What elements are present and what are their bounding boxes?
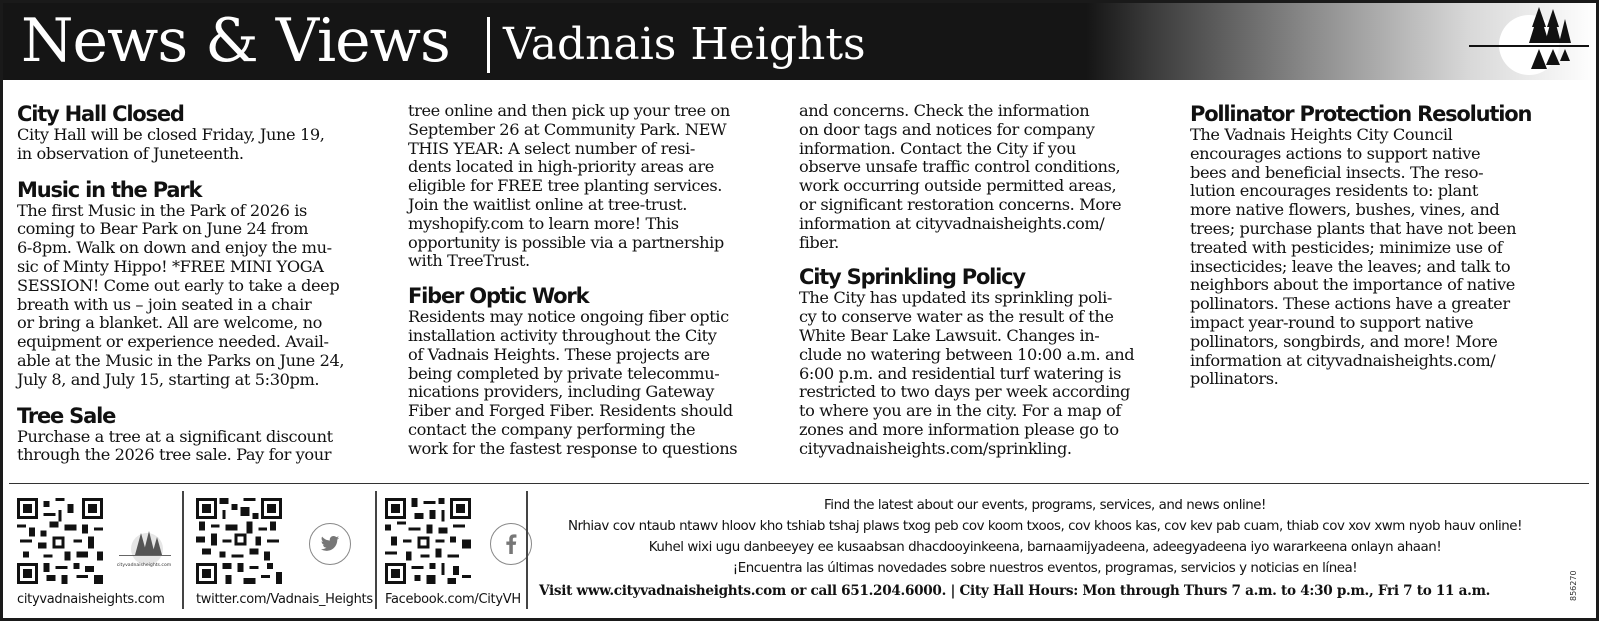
masthead [3,3,1596,80]
text-line: through the 2026 tree sale. Pay for your [17,445,332,465]
heading-tree-sale: Tree Sale [17,403,116,428]
text-line: fiber. [799,232,839,252]
qr-code-icon[interactable] [17,498,103,584]
text-line: of Vadnais Heights. These projects are [408,344,710,364]
column-3 [799,99,1174,459]
heading-city-hall-closed: City Hall Closed [17,102,184,126]
article-tree-sale-part-2 [408,102,783,271]
text-line: equipment or experience needed. Avail- [17,332,329,352]
heading-music-in-the-park: Music in the Park [17,177,202,202]
footer-line-english: Find the latest about our events, programs, services, and news online! [824,498,1266,513]
text-line: contact the company performing the [408,419,696,439]
text-line: observe unsafe traffic control conditions, [799,157,1121,177]
masthead-divider [487,17,490,73]
text-line: zones and more information please go to [799,419,1119,439]
ad-code: 856270 [1569,570,1578,601]
masthead-city: Vadnais Heights [503,19,866,70]
footer-multilingual-text [533,495,1557,579]
text-line: pollinators. These actions have a greater [1190,294,1510,314]
facebook-link[interactable]: Facebook.com/CityVH [385,592,521,607]
text-line: more native flowers, bushes, vines, and [1190,200,1500,220]
text-line: trees; purchase plants that have not been [1190,218,1517,238]
text-line: or significant restoration concerns. More [799,194,1122,214]
text-line: impact year-round to support native [1190,312,1474,332]
text-line: Purchase a tree at a significant discount [17,426,333,446]
article-columns [17,99,1587,469]
text-line: White Bear Lake Lawsuit. Changes in- [799,325,1100,345]
footer-line-spanish: ¡Encuentra las últimas novedades sobre nuestros eventos, programas, servicios y noticias en línea! [732,561,1358,576]
footer-line-hmong: Nrhiav cov ntaub ntawv hloov kho tshiab tshaj plaws txog peb cov koom txoos, cov khoos kas, cov kev pab cuam, thiab cov xov xwm nyob hauv online! [567,519,1522,534]
article-fiber-optic-work-part-2 [799,102,1174,252]
text-line: installation activity throughout the City [408,325,717,345]
article-music-in-the-park [17,202,392,390]
text-line: dents located in high-priority areas are [408,157,714,177]
article-fiber-optic-work-part-1 [408,308,783,458]
text-line: information. Contact the City if you [799,138,1076,158]
article-tree-sale-part-1 [17,428,392,466]
qr-code-icon[interactable] [196,498,282,584]
footer-divider [182,491,184,609]
heading-fiber-optic-work: Fiber Optic Work [408,284,589,309]
text-line: Join the waitlist online at tree-trust. [408,194,688,214]
text-line: sic of Minty Hippo! *FREE MINI YOGA [17,256,324,276]
qr-code-icon[interactable] [385,498,471,584]
text-line: on door tags and notices for company [799,119,1095,139]
twitter-icon[interactable] [309,523,351,565]
text-line: with TreeTrust. [408,251,530,271]
text-line: and concerns. Check the information [799,101,1090,120]
trees-logo-icon [1469,5,1589,80]
text-line: to where you are in the city. For a map of [799,401,1121,421]
facebook-f-icon [505,534,517,554]
heading-city-sprinkling-policy: City Sprinkling Policy [799,265,1025,290]
text-line: 6:00 p.m. and residential turf watering is [799,363,1121,383]
text-line: information at cityvadnaisheights.com/ [1190,350,1496,370]
text-line: September 26 at Community Park. NEW [408,119,727,139]
twitter-link[interactable]: twitter.com/Vadnais_Heights [196,592,373,607]
text-line: insecticides; leave the leaves; and talk to [1190,256,1511,276]
text-line: neighbors about the importance of native [1190,275,1515,295]
text-line: tree online and then pick up your tree on [408,101,730,120]
column-2 [408,99,783,459]
text-line: The City has updated its sprinkling poli- [799,288,1113,308]
footer-divider [375,491,377,609]
text-line: Fiber and Forged Fiber. Residents should [408,401,733,421]
text-line: work occurring outside permitted areas, [799,176,1117,196]
text-line: restricted to two days per week according [799,382,1130,402]
masthead-title: News & Views [21,6,450,76]
visit-and-hours: Visit www.cityvadnaisheights.com or call 651.204.6000. | City Hall Hours: Mon through Thurs 7 a.m. to 4:30 p.m., Fri 7 to 11 a.m. [539,583,1491,599]
text-line: 6-8pm. Walk on down and enjoy the mu- [17,238,332,258]
text-line: able at the Music in the Parks on June 24, [17,350,345,370]
footer-rule [9,483,1589,484]
text-line: THIS YEAR: A select number of resi- [408,138,695,158]
text-line: City Hall will be closed Friday, June 19, [17,125,325,144]
text-line: encourages actions to support native [1190,143,1481,163]
text-line: being completed by private telecommu- [408,363,720,383]
heading-pollinator-protection-resolution: Pollinator Protection Resolution [1190,102,1532,126]
text-line: or bring a blanket. All are welcome, no [17,313,322,333]
text-line: cityvadnaisheights.com/sprinkling. [799,438,1072,458]
text-line: July 8, and July 15, starting at 5:30pm. [17,369,320,389]
twitter-bird-icon [320,535,340,553]
text-line: coming to Bear Park on June 24 from [17,219,309,239]
footer-line-somali: Kuhel wixi ugu danbeeyey ee kusaabsan dhacdooyinkeena, barnaamijyadeena, adeegyadeena iyo wararkeena onlayn ahaan! [648,540,1442,555]
text-line: bees and beneficial insects. The reso- [1190,162,1484,182]
text-line: information at cityvadnaisheights.com/ [799,213,1105,233]
text-line: Residents may notice ongoing fiber optic [408,307,729,327]
logo-caption: cityvadnaisheights.com [116,563,172,568]
article-city-hall-closed [17,126,392,164]
text-line: in observation of Juneteenth. [17,143,244,163]
text-line: myshopify.com to learn more! This [408,213,679,233]
article-city-sprinkling-policy [799,289,1174,458]
text-line: opportunity is possible via a partnership [408,232,724,252]
text-line: pollinators, songbirds, and more! More [1190,331,1498,351]
text-line: eligible for FREE tree planting services. [408,176,722,196]
text-line: treated with pesticides; minimize use of [1190,237,1503,257]
column-1 [17,99,392,465]
website-link[interactable]: cityvadnaisheights.com [17,592,165,607]
footer-divider [526,491,528,609]
text-line: lution encourages residents to: plant [1190,181,1478,201]
article-pollinator-protection-resolution [1190,126,1565,389]
text-line: clude no watering between 10:00 a.m. and [799,344,1135,364]
text-line: nications providers, including Gateway [408,382,714,402]
text-line: The first Music in the Park of 2026 is [17,200,307,220]
text-line: work for the fastest response to questions [408,438,738,458]
text-line: pollinators. [1190,369,1279,389]
text-line: cy to conserve water as the result of the [799,307,1114,327]
text-line: breath with us – join seated in a chair [17,294,312,314]
text-line: SESSION! Come out early to take a deep [17,275,340,295]
text-line: The Vadnais Heights City Council [1190,125,1453,144]
column-4 [1190,99,1565,389]
